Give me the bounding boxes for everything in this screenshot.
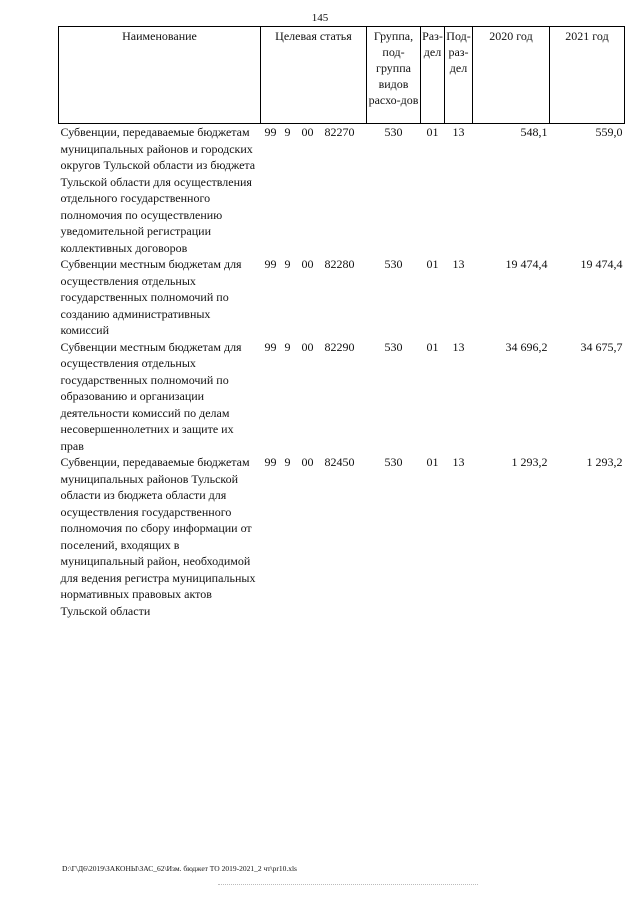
target-code-part: 99: [264, 455, 277, 469]
row-value-2021: 34 675,7: [580, 339, 623, 354]
row-target-code: [261, 454, 367, 619]
row-target-code: [261, 124, 367, 257]
target-code-part: 99: [264, 339, 277, 354]
header-2021: 2021 год: [550, 27, 625, 124]
target-code-part: 00: [301, 257, 314, 271]
row-section: 01: [426, 339, 439, 354]
target-code-part: 99: [264, 257, 277, 271]
target-code-part: 00: [301, 455, 314, 469]
row-subsection: 13: [452, 125, 465, 139]
row-subsection: 13: [452, 455, 465, 469]
header-section: Раз-дел: [421, 27, 445, 124]
header-subsection: Под-раз-дел: [445, 27, 473, 124]
row-name: Субвенции, передаваемые бюджетам муниципальных районов и городских округов Тульской области из бюджета Тульской области для осуществления отдельного государственного полномочия по осуществлению уведомительной регистрации коллективных договоров: [60, 125, 256, 255]
target-code-part: 82270: [324, 125, 355, 139]
header-name: Наименование: [59, 27, 261, 124]
row-section: 01: [426, 125, 439, 139]
table-row: [59, 454, 625, 619]
header-target: Целевая статья: [261, 27, 367, 124]
row-section: 01: [426, 455, 439, 469]
target-code-part: 82280: [324, 257, 355, 271]
header-group: Группа, под-группа видов расхо-дов: [367, 27, 421, 124]
table-row: [59, 124, 625, 257]
row-name: Субвенции, передаваемые бюджетам муниципальных районов Тульской области из бюджета области для осуществления государственного полномочия по сбору информации от поселений, входящих в муниципальный район, необходимой для ведения регистра муниципальных нормативных правовых актов Тульской области: [60, 455, 256, 618]
table-body: [59, 124, 625, 620]
target-code-parts: [263, 454, 365, 471]
budget-table: [58, 26, 625, 619]
scan-noise-line: [218, 884, 478, 886]
table-row: [59, 339, 625, 455]
row-section: 01: [426, 257, 439, 271]
row-value-2020: 548,1: [520, 125, 548, 139]
row-subsection: 13: [452, 339, 465, 354]
row-value-2020: 19 474,4: [505, 257, 548, 271]
target-code-part: 9: [284, 339, 291, 354]
target-code-part: 99: [264, 125, 277, 139]
row-target-code: [261, 339, 367, 455]
target-code-parts: [263, 124, 365, 141]
header-2020: 2020 год: [473, 27, 550, 124]
row-value-2021: 1 293,2: [586, 455, 623, 469]
row-value-2021: 19 474,4: [580, 257, 623, 271]
target-code-part: 9: [284, 125, 291, 139]
row-group: 530: [384, 455, 403, 469]
target-code-part: 00: [301, 339, 314, 354]
target-code-part: 82290: [324, 339, 355, 354]
row-group: 530: [384, 339, 403, 354]
row-name: Субвенции местным бюджетам для осуществления отдельных государственных полномочий по образованию и организации деятельности комиссий по делам несовершеннолетних и защите их прав: [60, 339, 242, 453]
row-group: 530: [384, 257, 403, 271]
target-code-part: 9: [284, 455, 291, 469]
row-value-2021: 559,0: [595, 125, 623, 139]
target-code-part: 82450: [324, 455, 355, 469]
row-name: Субвенции местным бюджетам для осуществления отдельных государственных полномочий по созданию административных комиссий: [60, 257, 242, 337]
file-path-footer: D:\Г\Д6\2019\ЗАКОНЫ\ЗАС_62\Изм. бюджет ТО 2019-2021_2 чт\pr10.xls: [62, 864, 297, 873]
page-number: 145: [311, 12, 329, 24]
row-subsection: 13: [452, 257, 465, 271]
target-code-part: 00: [301, 125, 314, 139]
row-target-code: [261, 256, 367, 339]
row-group: 530: [384, 125, 403, 139]
row-value-2020: 34 696,2: [505, 339, 548, 354]
table-header-row: [59, 27, 625, 124]
row-value-2020: 1 293,2: [511, 455, 548, 469]
target-code-parts: [263, 339, 365, 356]
table-row: [59, 256, 625, 339]
target-code-part: 9: [284, 257, 291, 271]
target-code-parts: [263, 256, 365, 273]
